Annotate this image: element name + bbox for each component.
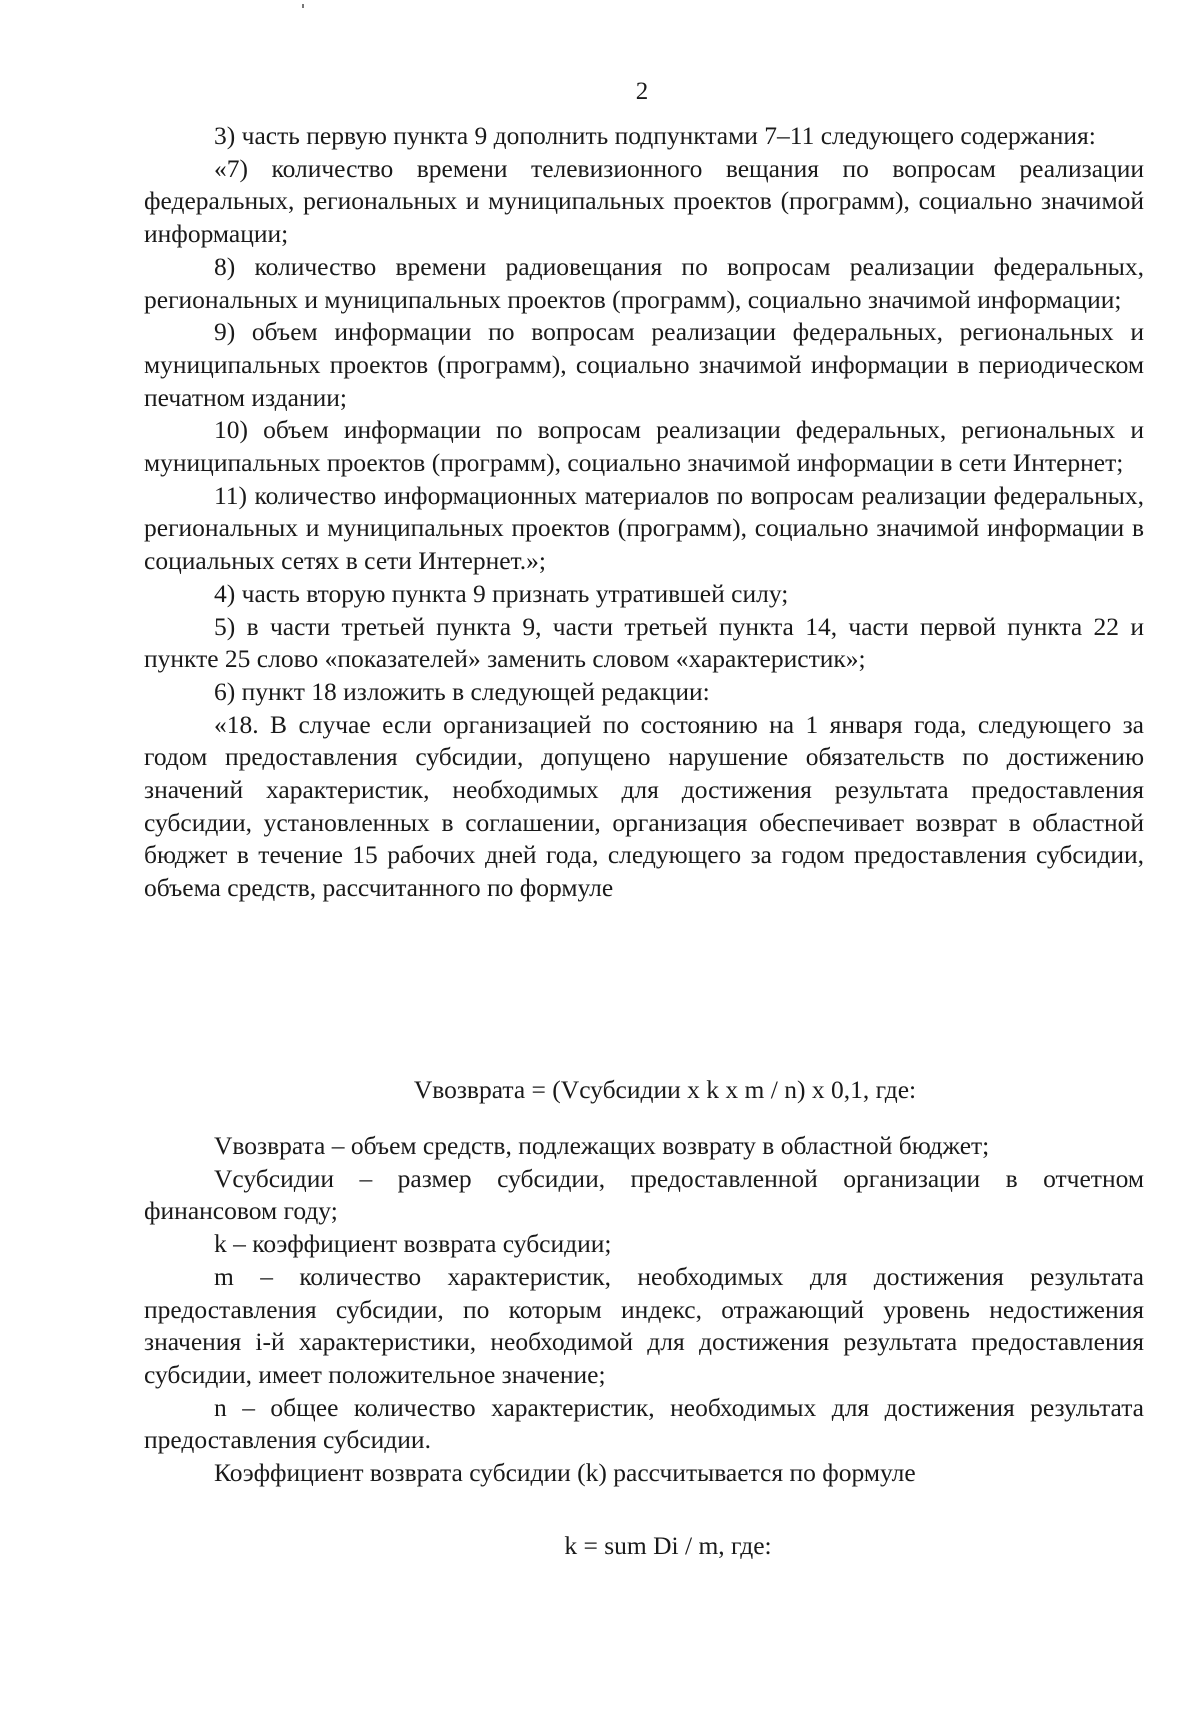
paragraph-subitem-7: «7) количество времени телевизионного вещания по вопросам реализации федеральных, региональных и муниципальных проектов (программ), социально значимой информации; xyxy=(144,153,1144,249)
amendment-text xyxy=(144,120,1144,905)
definition-n: n – общее количество характеристик, необходимых для достижения результата предоставления субсидии. xyxy=(144,1392,1144,1455)
paragraph-subitem-9: 9) объем информации по вопросам реализации федеральных, региональных и муниципальных проектов (программ), социально значимой информации в периодическом печатном издании; xyxy=(144,317,1144,412)
definition-v-refund: Vвозврата – объем средств, подлежащих возврату в областной бюджет; xyxy=(214,1131,990,1160)
definition-m: m – количество характеристик, необходимых для достижения результата предоставления субсидии, по которым индекс, отражающий уровень недостижения значения i-й характеристики, необходимой для достижения результата предоставления субсидии, имеет положительное значение; xyxy=(144,1261,1144,1389)
paragraph-item-4: 4) часть вторую пункта 9 признать утратившей силу; xyxy=(214,578,789,608)
formula-coefficient: k = sum Di / m, где: xyxy=(564,1531,772,1560)
paragraph-subitem-11: 11) количество информационных материалов по вопросам реализации федеральных, региональных и муниципальных проектов (программ), социально значимой информации в социальных сетях в сети Интернет.»; xyxy=(144,480,1144,576)
paragraph-item-6: 6) пункт 18 изложить в следующей редакции: xyxy=(214,676,710,706)
formula-refund-volume: Vвозврата = (Vсубсидии x k x m / n) x 0,1, где: xyxy=(413,1075,917,1104)
paragraph-item-5: 5) в части третьей пункта 9, части третьей пункта 14, части первой пункта 22 и пункте 25 слово «показателей» заменить словом «характеристик»; xyxy=(144,611,1144,674)
paragraph-item-3: 3) часть первую пункта 9 дополнить подпунктами 7–11 следующего содержания: xyxy=(214,121,1096,150)
page-number: 2 xyxy=(635,78,649,105)
coefficient-intro: Коэффициент возврата субсидии (k) рассчитывается по формуле xyxy=(214,1458,916,1488)
paragraph-clause-18: «18. В случае если организацией по состоянию на 1 января года, следующего за годом предоставления субсидии, допущено нарушение обязательств по достижению значений характеристик, необходимых для достижения результата предоставления субсидии, установленных в соглашении, организация обеспечивает возврат в областной бюджет в течение 15 рабочих дней года, следующего за годом предоставления субсидии, объема средств, рассчитанного по формуле xyxy=(144,709,1144,903)
definition-v-subsidy: Vсубсидии – размер субсидии, предоставленной организации в отчетном финансовом году; xyxy=(144,1163,1144,1226)
formula-definitions xyxy=(144,1130,1144,1490)
paragraph-subitem-8: 8) количество времени радиовещания по вопросам реализации федеральных, региональных и муниципальных проектов (программ), социально значимой информации; xyxy=(144,251,1144,314)
scan-artifact xyxy=(302,4,304,8)
definition-k: k – коэффициент возврата субсидии; xyxy=(214,1229,612,1259)
paragraph-subitem-10: 10) объем информации по вопросам реализации федеральных, региональных и муниципальных проектов (программ), социально значимой информации в сети Интернет; xyxy=(144,415,1144,478)
